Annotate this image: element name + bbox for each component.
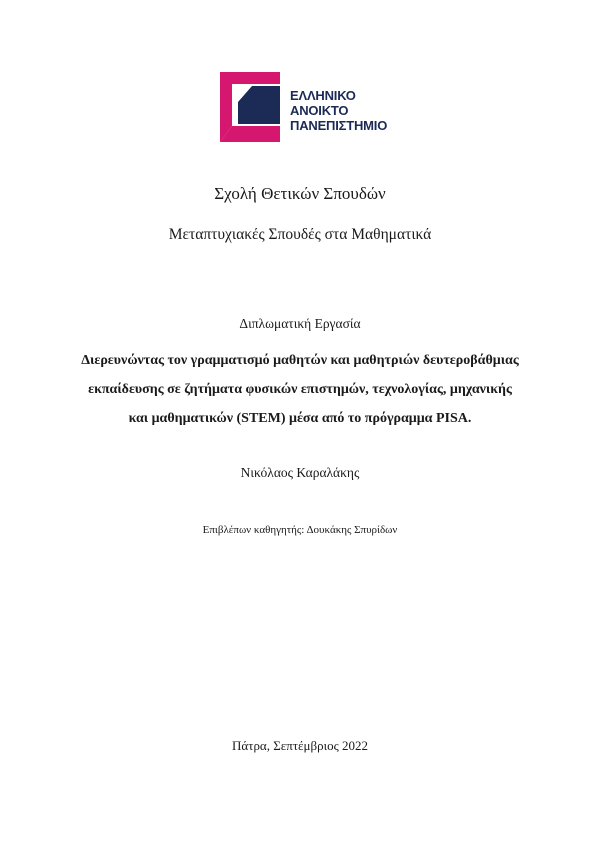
supervisor: Επιβλέπων καθηγητής: Δουκάκης Σπυρίδων	[202, 524, 398, 536]
logo-wordmark	[290, 88, 387, 133]
logo-line-1: ΕΛΛΗΝΙΚΟ	[290, 88, 356, 103]
program-name: Μεταπτυχιακές Σπουδές στα Μαθηματικά	[168, 226, 432, 243]
thesis-type: Διπλωματική Εργασία	[239, 316, 361, 331]
logo-line-3: ΠΑΝΕΠΙΣΤΗΜΙΟ	[290, 118, 388, 133]
school-name: Σχολή Θετικών Σπουδών	[214, 184, 386, 203]
university-logo-mark	[218, 72, 284, 144]
place-date: Πάτρα, Σεπτέμβριος 2022	[232, 738, 368, 753]
author-name: Νικόλαος Καραλάκης	[240, 465, 360, 480]
thesis-title: Διερευνώντας τον γραμματισμό μαθητών και μαθητριών δευτεροβάθμιας εκπαίδευσης σε ζητήματα φυσικών επιστημών, τεχνολογίας, μηχανικής και μαθηματικών (STEM) μέσα από το πρόγραμμα PISA.	[81, 353, 519, 426]
logo-line-2: ΑΝΟΙΚΤΟ	[290, 103, 349, 118]
university-logo	[218, 72, 408, 144]
